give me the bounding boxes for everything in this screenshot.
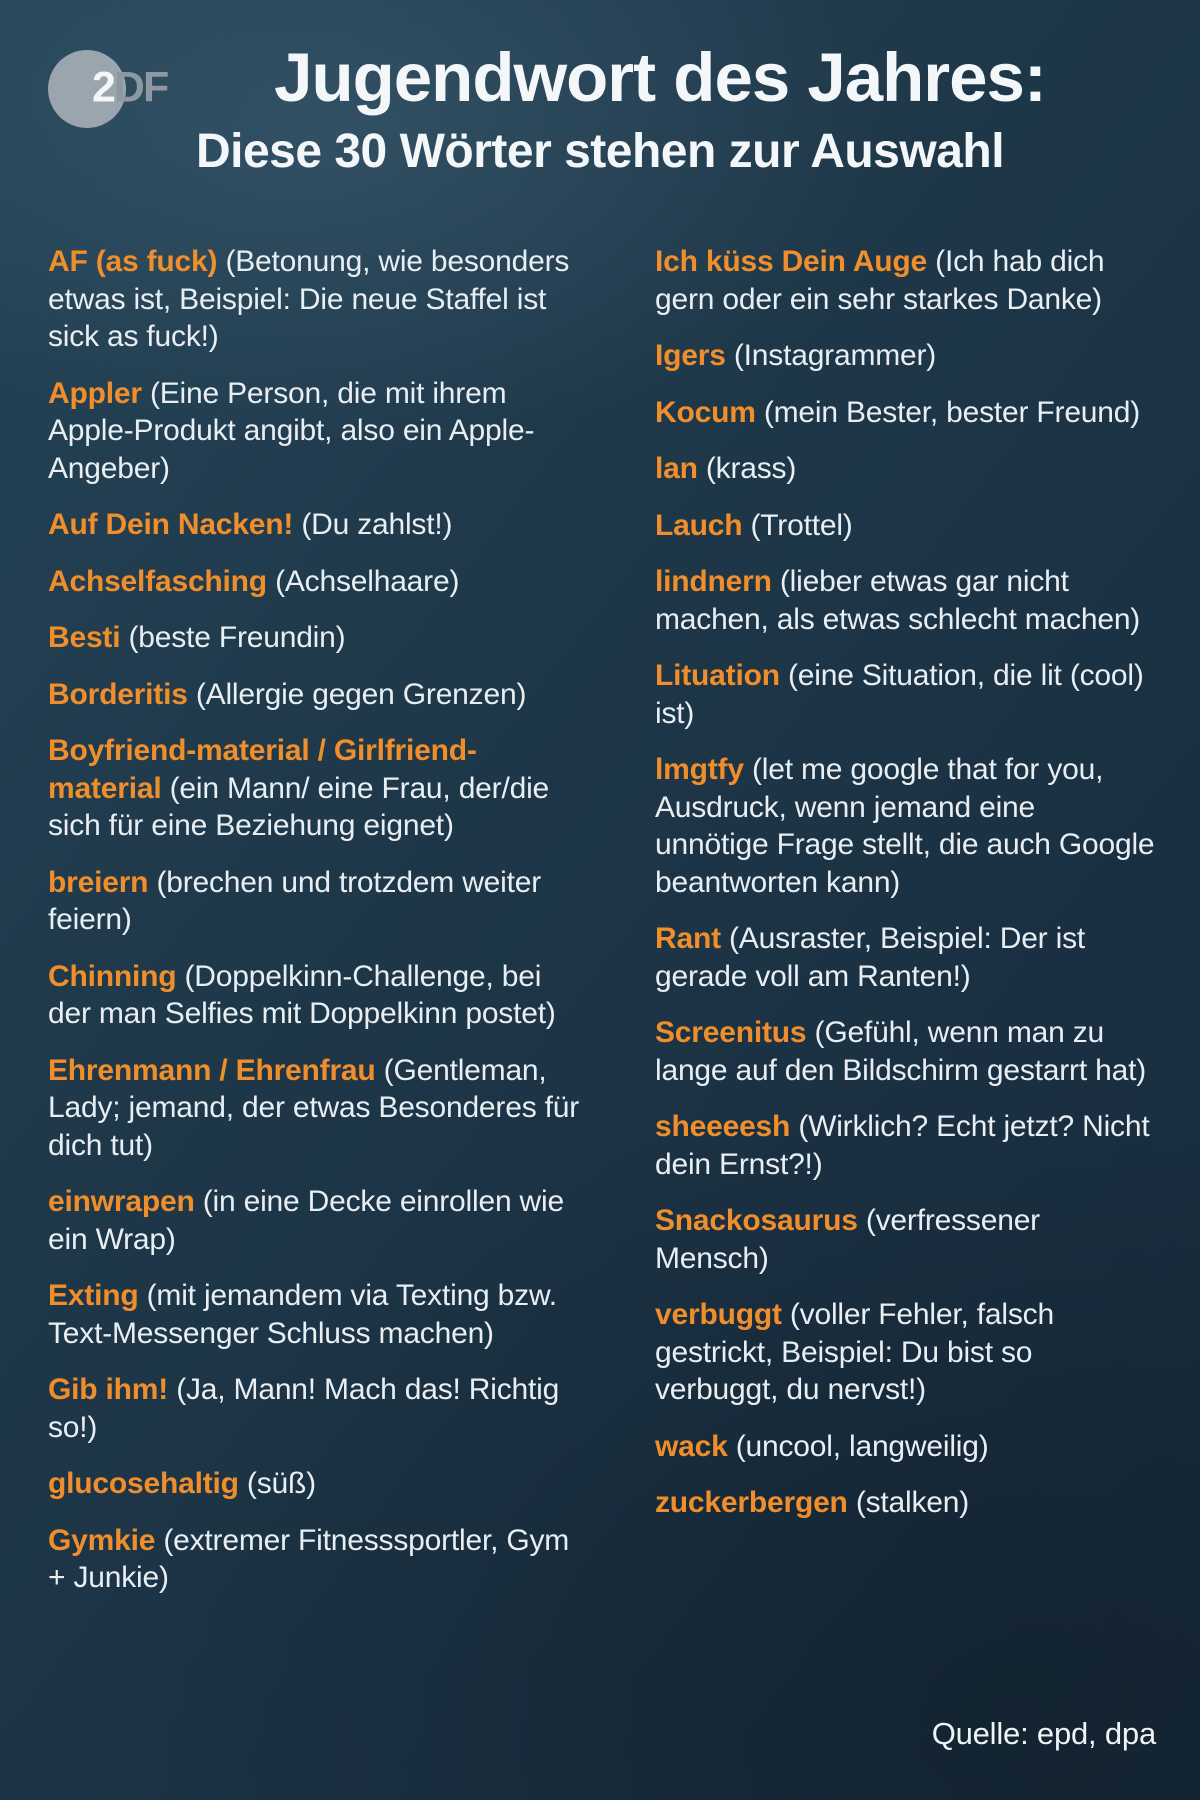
word-definition: (Ausraster, Beispiel: Der ist gerade voll am Ranten!) [655,922,1086,993]
word-definition: (brechen und trotzdem weiter feiern) [48,865,542,937]
word-entry [655,1484,1155,1522]
word-definition: (uncool, langweilig) [735,1429,989,1463]
word-definition: (Allergie gegen Grenzen) [195,677,527,711]
word-entry [655,1428,1155,1466]
word-entry [655,1296,1155,1409]
word-term: lmgtfy [655,753,744,787]
word-entry [655,920,1155,995]
word-definition: (let me google that for you, Ausdruck, wenn jemand eine unnötige Frage stellt, die auch Google beantworten kann) [655,753,1155,899]
word-term: Ich küss Dein Auge [655,245,928,279]
word-entry [48,1465,585,1503]
word-term: einwrapen [48,1185,195,1219]
word-definition: (mit jemandem via Texting bzw. Text-Messenger Schluss machen) [48,1279,557,1350]
word-term: zuckerbergen [655,1486,848,1520]
word-entry [655,657,1155,732]
word-definition: (Wirklich? Echt jetzt? Nicht dein Ernst?!) [655,1110,1150,1181]
word-entry [655,450,1155,488]
word-term: glucosehaltig [48,1467,239,1501]
word-definition: (Du zahlst!) [301,508,453,542]
word-definition: (Gentleman, Lady; jemand, der etwas Besonderes für dich tut) [48,1053,580,1162]
word-definition: (Gefühl, wenn man zu lange auf den Bildschirm gestarrt hat) [655,1016,1146,1087]
word-entry [655,1202,1155,1277]
word-entry [48,619,585,657]
word-definition: (in eine Decke einrollen wie ein Wrap) [48,1185,564,1256]
word-term: Borderitis [48,677,188,711]
word-term: Lauch [655,508,743,542]
left-column [48,243,585,1616]
word-definition: (beste Freundin) [128,621,346,655]
word-entry [655,1014,1155,1089]
word-list [0,243,1200,1616]
word-entry [48,676,585,714]
word-definition: (verfressener Mensch) [655,1204,1040,1275]
word-term: Chinning [48,959,177,993]
word-entry [48,1522,585,1597]
word-entry [655,394,1155,432]
word-entry [48,506,585,544]
word-definition: (Ich hab dich gern oder ein sehr starkes Danke) [655,245,1105,316]
word-term: AF (as fuck) [48,245,218,279]
word-term: Gymkie [48,1523,156,1557]
word-term: Boyfriend-material / Girlfriend-material [48,734,477,805]
word-term: verbuggt [655,1298,782,1332]
word-term: wack [655,1429,728,1463]
word-entry [48,1277,585,1352]
word-term: sheeeesh [655,1110,791,1144]
word-definition: (süß) [246,1467,316,1501]
page-subtitle: Diese 30 Wörter stehen zur Auswahl [195,124,1005,178]
word-definition: (eine Situation, die lit (cool) ist) [655,659,1144,730]
word-definition: (stalken) [855,1486,970,1520]
zdf-logo-text [92,64,167,113]
header [0,0,1200,179]
page-title: Jugendwort des Jahres: [274,39,1046,116]
word-term: Gib ihm! [48,1373,169,1407]
word-term: lan [655,452,698,486]
word-term: Igers [655,339,726,373]
word-term: Rant [655,922,721,956]
word-entry [48,563,585,601]
word-entry [655,1108,1155,1183]
word-term: Achselfasching [48,564,267,598]
word-entry [655,563,1155,638]
word-term: lindnern [655,565,772,599]
word-definition: (voller Fehler, falsch gestrickt, Beispiel: Du bist so verbuggt, du nervst!) [655,1298,1054,1407]
word-term: Ehrenmann / Ehrenfrau [48,1053,376,1087]
word-definition: (Achselhaare) [275,564,460,598]
word-entry [48,1183,585,1258]
word-definition: (Eine Person, die mit ihrem Apple-Produkt angibt, also ein Apple-Angeber) [48,376,535,485]
word-definition: (Betonung, wie besonders etwas ist, Beispiel: Die neue Staffel ist sick as fuck!) [48,245,570,354]
word-term: Auf Dein Nacken! [48,508,294,542]
word-entry [48,732,585,845]
right-column [655,243,1155,1616]
word-entry [48,864,585,939]
word-entry [48,1371,585,1446]
word-entry [655,751,1155,901]
word-definition: (Doppelkinn-Challenge, bei der man Selfies mit Doppelkinn postet) [48,959,556,1031]
word-entry [655,507,1155,545]
word-definition: (ein Mann/ eine Frau, der/die sich für eine Beziehung eignet) [48,771,550,843]
word-entry [48,958,585,1033]
word-entry [48,243,585,356]
word-entry [655,243,1155,318]
word-definition: (extremer Fitnesssportler, Gym + Junkie) [48,1523,570,1595]
word-definition: (mein Bester, bester Freund) [763,395,1141,429]
footer [932,1716,1156,1752]
word-term: Snackosaurus [655,1204,858,1238]
word-term: Screenitus [655,1016,807,1050]
word-term: Lituation [655,659,780,693]
word-term: breiern [48,865,149,899]
zdf-logo [48,50,188,128]
word-definition: (Ja, Mann! Mach das! Richtig so!) [48,1373,560,1444]
source-credit: Quelle: epd, dpa [931,1716,1156,1751]
word-term: Kocum [655,395,756,429]
word-entry [48,1052,585,1165]
word-entry [48,375,585,488]
word-definition: (lieber etwas gar nicht machen, als etwas schlecht machen) [655,565,1141,636]
word-term: Appler [48,376,142,410]
zdf-logo-2: 2 [92,63,114,112]
word-definition: (Instagrammer) [733,339,937,373]
word-term: Besti [48,621,121,655]
word-entry [655,337,1155,375]
word-definition: (Trottel) [750,508,853,542]
word-term: Exting [48,1279,139,1313]
word-definition: (krass) [705,452,797,486]
zdf-logo-df: DF [113,63,168,112]
